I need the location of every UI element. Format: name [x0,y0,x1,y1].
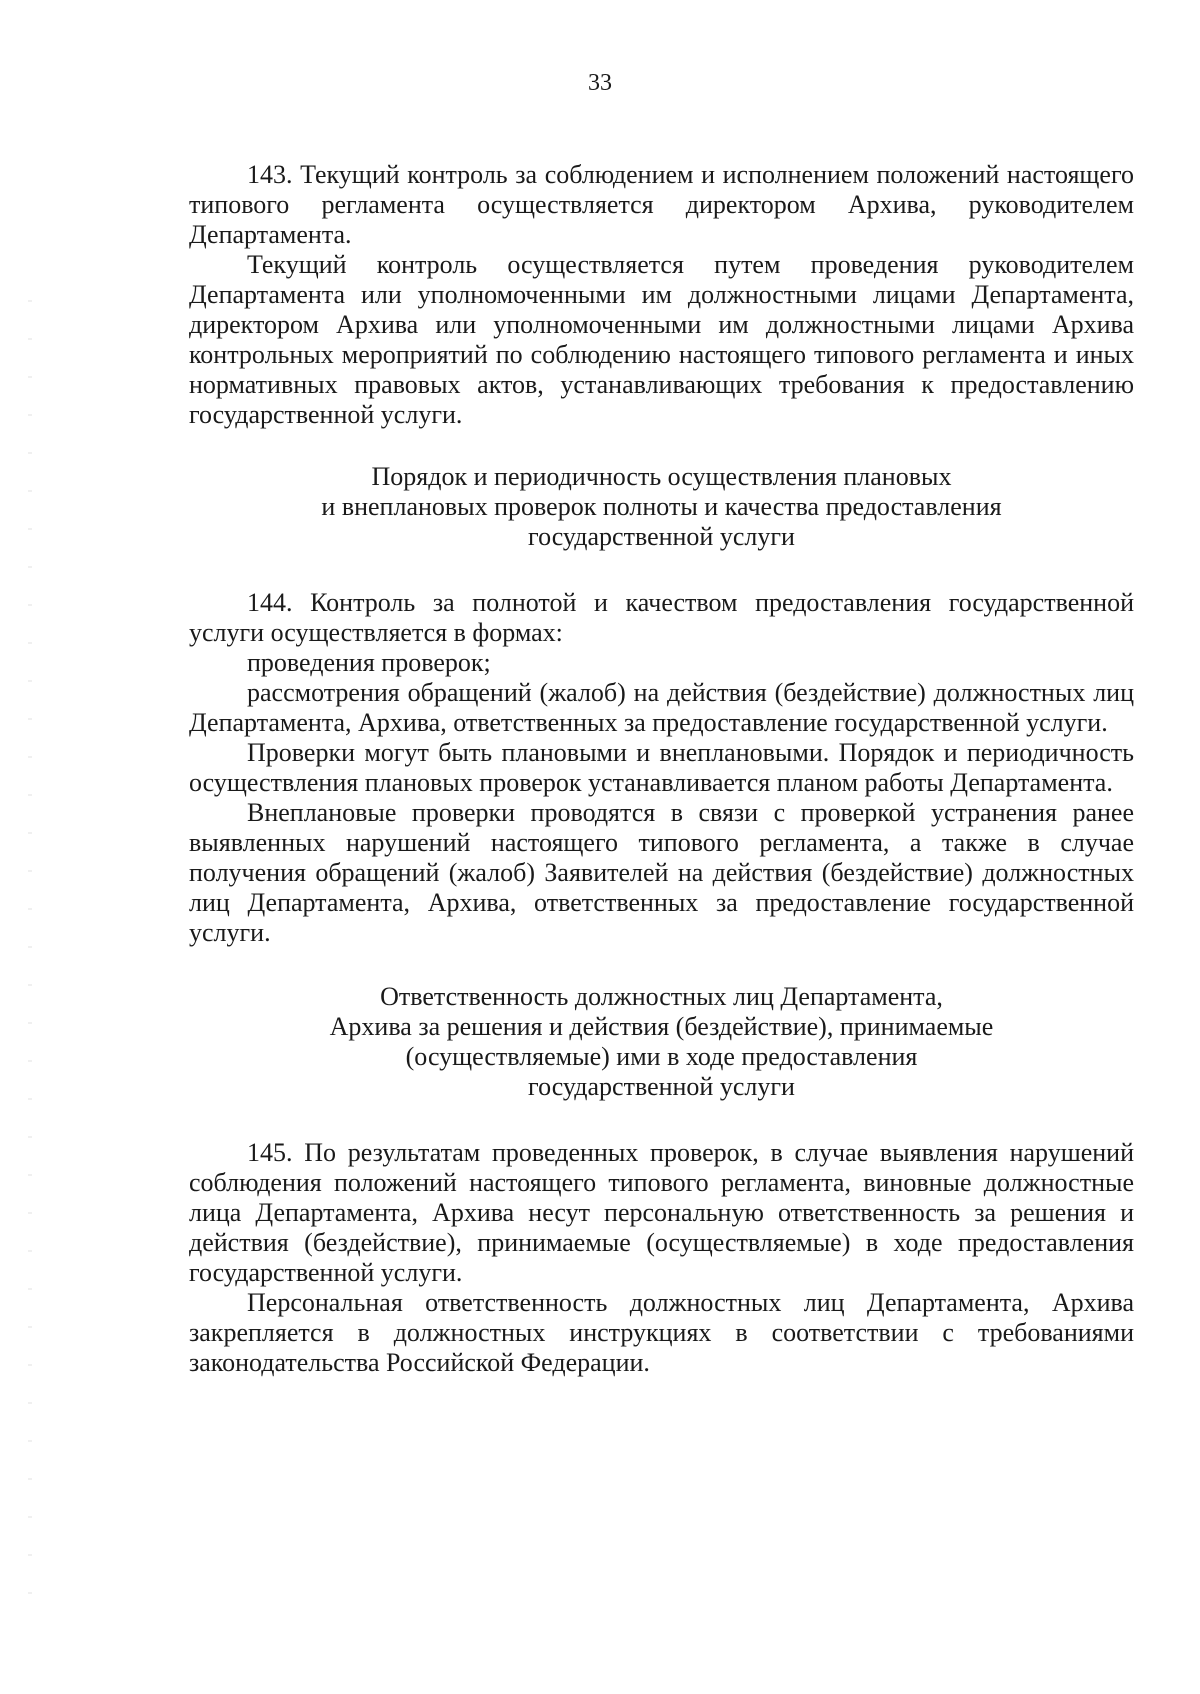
paragraph-personal-responsibility: Персональная ответственность должностных лиц Департамента, Архива закрепляется в должностных инструкциях в соответствии с требованиями законодательства Российской Федерации. [189,1288,1134,1377]
heading-line: Порядок и периодичность осуществления плановых [371,462,952,491]
document-body [189,160,1134,1378]
heading-line: государственной услуги [528,1072,795,1101]
heading-line: Ответственность должностных лиц Департамента, [380,982,943,1011]
heading-line: и внеплановых проверок полноты и качества предоставления [321,492,1002,521]
heading-line: (осуществляемые) ими в ходе предоставления [405,1042,918,1071]
paragraph-form-complaints: рассмотрения обращений (жалоб) на действия (бездействие) должностных лиц Департамента, Архива, ответственных за предоставление государственной услуги. [189,678,1134,737]
paragraph-143: 143. Текущий контроль за соблюдением и исполнением положений настоящего типового регламента осуществляется директором Архива, руководителем Департамента. [189,160,1134,249]
paragraph-145: 145. По результатам проведенных проверок, в случае выявления нарушений соблюдения положений настоящего типового регламента, виновные должностные лица Департамента, Архива несут персональную ответственность за решения и действия (бездействие), принимаемые (осуществляемые) в ходе предоставления государственной услуги. [189,1138,1134,1287]
paragraph-144: 144. Контроль за полнотой и качеством предоставления государственной услуги осуществляется в формах: [189,588,1134,647]
heading-line: Архива за решения и действия (бездействие), принимаемые [329,1012,994,1041]
section-heading-inspections [189,462,1134,552]
heading-line: государственной услуги [528,522,795,551]
paragraph-unplanned-inspections: Внеплановые проверки проводятся в связи с проверкой устранения ранее выявленных нарушений настоящего типового регламента, а также в случае получения обращений (жалоб) Заявителей на действия (бездействие) должностных лиц Департамента, Архива, ответственных за предоставление государственной услуги. [189,798,1134,947]
paragraph-current-control: Текущий контроль осуществляется путем проведения руководителем Департамента или уполномоченными им должностными лицами Департамента, директором Архива или уполномоченными им должностными лицами Архива контрольных мероприятий по соблюдению настоящего типового регламента и иных нормативных правовых актов, устанавливающих требования к предоставлению государственной услуги. [189,250,1134,429]
page-number: 33 [588,70,612,96]
section-heading-responsibility [189,982,1134,1102]
paragraph-planned-unplanned: Проверки могут быть плановыми и внеплановыми. Порядок и периодичность осуществления плановых проверок устанавливается планом работы Департамента. [189,738,1134,797]
scan-edge-marks [28,300,32,1600]
paragraph-form-inspections: проведения проверок; [247,648,491,677]
